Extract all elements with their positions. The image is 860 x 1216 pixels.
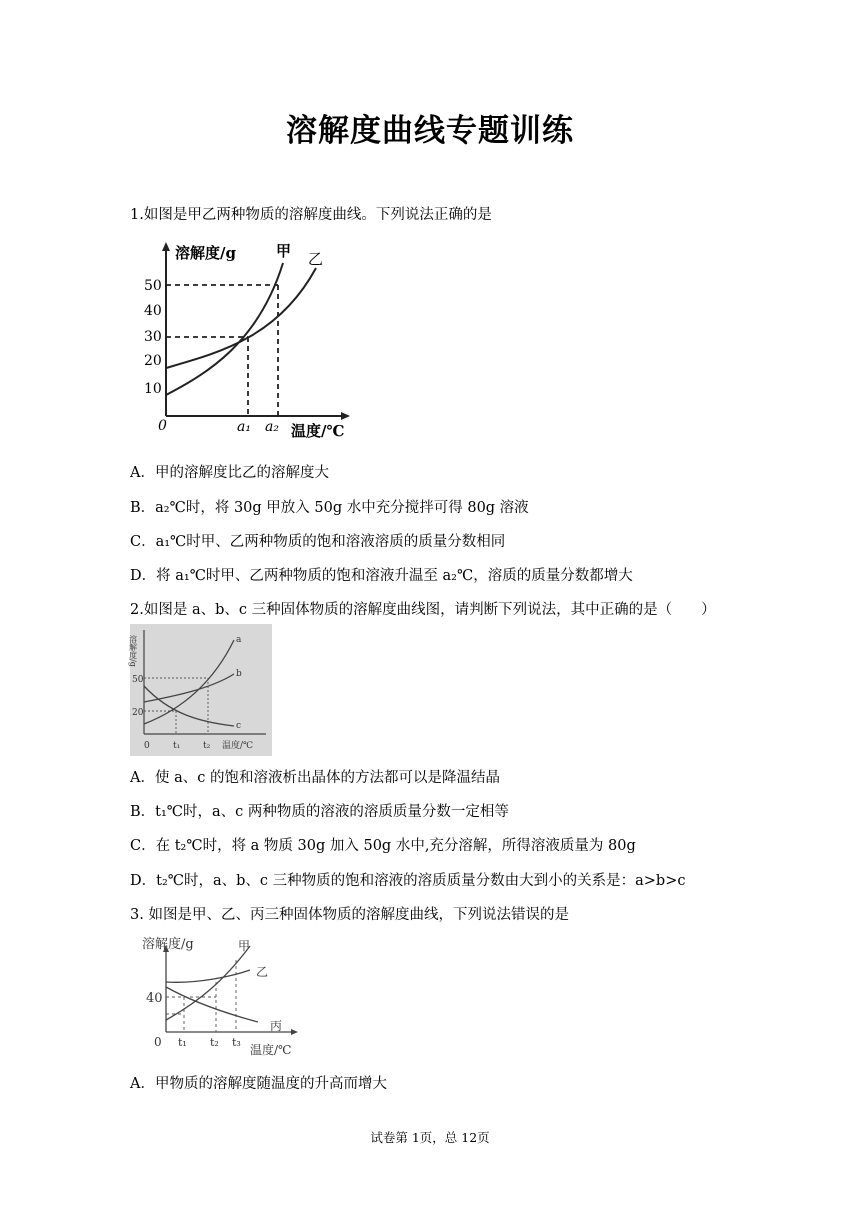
page-footer: 试卷第 1页，总 12页 [370,1130,490,1145]
ytick: 40 [146,991,163,1006]
ytick: 30 [144,329,162,345]
ytick: 50 [144,278,162,294]
y-axis-label: 溶解度/g [142,937,194,952]
series-label-a: a [236,635,242,645]
xtick: t₂ [210,1036,219,1049]
curve-bing [166,987,258,1022]
q1-figure [138,238,366,448]
xtick: t₂ [203,741,211,751]
q2-option-d: D．t₂℃时，a、b、c 三种物质的饱和溶液的溶质质量分数由大到小的关系是：a>b>c [130,873,686,889]
series-label-bing: 丙 [270,1019,283,1033]
curve-jia [166,946,250,1020]
origin-label: 0 [154,1035,162,1049]
y-axis-label: 溶解度/g [175,244,236,262]
x-axis-label: 温度/℃ [222,741,254,751]
q1-option-b: B．a₂℃时，将 30g 甲放入 50g 水中充分搅拌可得 80g 溶液 [130,500,529,516]
curve-jia [166,263,283,395]
q2-figure [130,624,272,756]
series-label-yi: 乙 [308,250,324,268]
series-label-c: c [236,721,242,731]
x-axis-label: 温度/℃ [291,422,345,440]
q1-option-c: C．a₁℃时甲、乙两种物质的饱和溶液溶质的质量分数相同 [130,534,506,550]
q1-option-a: A．甲的溶解度比乙的溶解度大 [130,465,329,481]
page-title: 溶解度曲线专题训练 [286,113,574,149]
series-label-jia: 甲 [238,939,251,953]
question-3-stem: 3. 如图是甲、乙、丙三种固体物质的溶解度曲线，下列说法错误的是 [130,907,569,923]
q3-figure [138,932,308,1060]
origin-label: 0 [144,741,150,751]
curve-yi [166,268,316,368]
ytick: 20 [144,353,162,369]
xtick: t₁ [173,741,181,751]
x-axis-label: 温度/℃ [250,1043,292,1057]
q2-option-a: A．使 a、c 的饱和溶液析出晶体的方法都可以是降温结晶 [130,770,500,786]
series-label-jia: 甲 [276,242,292,260]
q3-option-a: A．甲物质的溶解度随温度的升高而增大 [130,1076,387,1092]
ytick: 10 [144,381,162,397]
xtick: t₃ [232,1036,241,1049]
ytick: 50 [132,675,144,685]
xtick: t₁ [178,1036,187,1049]
question-2-stem: 2.如图是 a、b、c 三种固体物质的溶解度曲线图，请判断下列说法，其中正确的是（ ） [130,602,716,618]
series-label-b: b [236,669,242,679]
q2-option-b: B．t₁℃时，a、c 两种物质的溶液的溶质质量分数一定相等 [130,804,509,820]
y-axis-label: 溶解度/g [128,635,138,667]
curve-yi [166,970,250,982]
question-1-stem: 1.如图是甲乙两种物质的溶解度曲线。下列说法正确的是 [130,207,492,223]
ytick: 20 [132,708,144,718]
q1-option-d: D．将 a₁℃时甲、乙两种物质的饱和溶液升温至 a₂℃，溶质的质量分数都增大 [130,568,633,584]
xtick: a₁ [237,419,251,435]
series-label-yi: 乙 [256,965,269,979]
xtick: a₂ [265,419,279,435]
q2-option-c: C．在 t₂℃时，将 a 物质 30g 加入 50g 水中,充分溶解，所得溶液质量为 80g [130,838,636,854]
origin-label: 0 [158,418,167,434]
ytick: 40 [144,303,162,319]
